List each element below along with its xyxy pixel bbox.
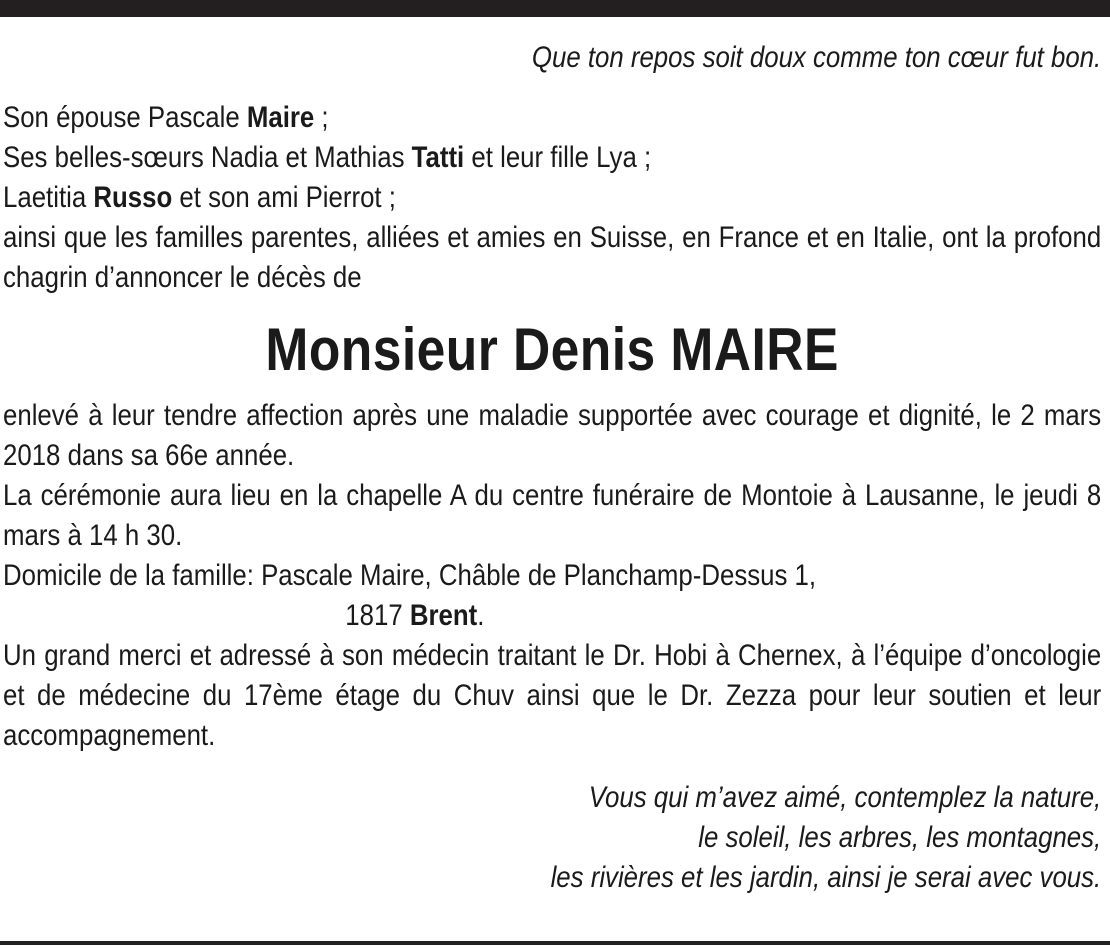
bottom-border-rule [0, 941, 1110, 945]
domicile-address [3, 596, 1101, 636]
family-announcement: ainsi que les familles parentes, alliées et amies en Suisse, en France et en Italie, ont la profond chagrin d’annoncer le décès de [3, 221, 1102, 294]
obituary-notice [3, 38, 1101, 898]
closing-poem [3, 778, 1101, 898]
family-line-spouse-text: Son épouse Pascale [3, 101, 240, 134]
family-line-laetitia-text: Laetitia [3, 181, 87, 214]
family-name-maire: Maire [246, 101, 315, 134]
family-line-laetitia-end: et son ami Pierrot ; [179, 181, 396, 214]
thanks-paragraph: Un grand merci et adressé à son médecin traitant le Dr. Hobi à Chernex, à l’équipe d’oncologie et de médecine du 17ème étage du Chuv ainsi que le Dr. Zezza pour leur soutien et leur accompagnement. [3, 639, 1102, 752]
family-line-sisters-in-law-end: et leur fille Lya ; [471, 141, 652, 174]
family-line-sisters-in-law [3, 138, 1101, 178]
family-name-tatti: Tatti [411, 141, 465, 174]
top-border-rule [0, 0, 1110, 17]
domicile-line: Domicile de la famille: Pascale Maire, Châble de Planchamp-Dessus 1, [3, 559, 817, 592]
poem-line-2: le soleil, les arbres, les montagnes, [698, 821, 1102, 854]
family-line-laetitia [3, 178, 1101, 218]
family-line-spouse-end: ; [314, 101, 329, 134]
family-name-russo: Russo [93, 181, 173, 214]
family-line-sisters-in-law-text: Ses belles-sœurs Nadia et Mathias [3, 141, 405, 174]
epigraph: Que ton repos soit doux comme ton cœur fut bon. [531, 41, 1102, 74]
poem-line-3: les rivières et les jardin, ainsi je serai avec vous. [550, 861, 1102, 894]
affection-paragraph: enlevé à leur tendre affection après une maladie supportée avec courage et dignité, le 2 mars 2018 dans sa 66e année. [3, 399, 1102, 472]
domicile-end: . [477, 599, 485, 632]
ceremony-paragraph: La cérémonie aura lieu en la chapelle A du centre funéraire de Montoie à Lausanne, le jeudi 8 mars à 14 h 30. [3, 479, 1102, 552]
poem-line-1: Vous qui m’avez aimé, contemplez la nature, [588, 781, 1102, 814]
domicile-town: Brent [409, 599, 478, 632]
deceased-name: Monsieur Denis MAIRE [265, 316, 839, 383]
domicile-postcode: 1817 [345, 599, 403, 632]
family-line-spouse [3, 98, 1101, 138]
